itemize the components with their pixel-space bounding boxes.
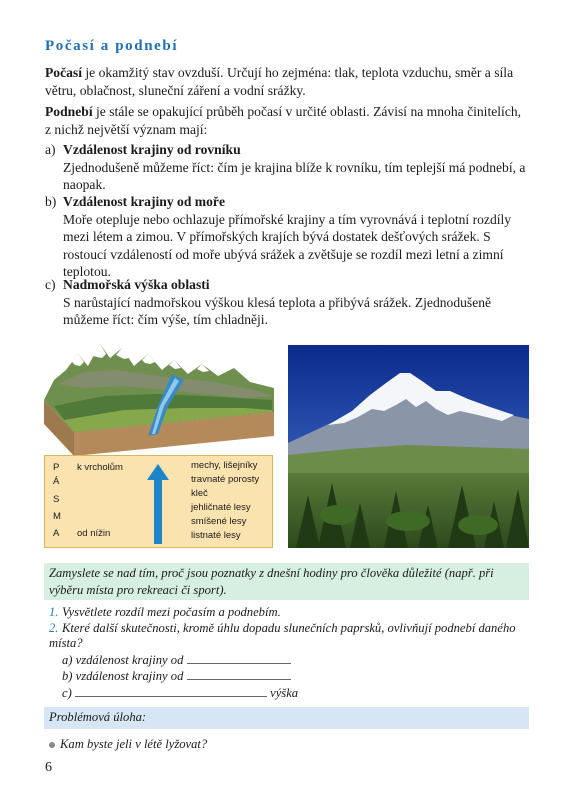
factor-title: Nadmořská výška oblasti [63,277,210,292]
factor-title: Vzdálenost krajiny od moře [63,194,225,209]
zone-label: travnaté porosty [191,474,260,485]
pasma-letter: Á [53,476,60,487]
blank-line[interactable] [75,685,267,697]
item-letter: b) [45,194,57,209]
from-lowlands-label: od nížin [77,528,111,539]
item-letter: a) [45,142,56,157]
problem-question-text: Kam byste jeli v létě lyžovat? [60,737,208,751]
bullet-icon [49,742,55,748]
answer-line-a [49,652,529,669]
problem-question [49,737,207,752]
upward-arrow-icon [147,464,169,544]
term-podnebi: Podnebí [45,104,93,119]
definition-pocasi: je okamžitý stav ovzduší. Určují ho zejména: tlak, teplota vzduchu, směr a síla větru, oblačnost, sluneční záření a vodní srážky. [45,65,514,98]
zone-label: mechy, lišejníky [191,460,258,471]
pasma-letter: S [53,494,60,505]
question-text: Vysvětlete rozdíl mezi počasím a podnebím. [62,605,281,619]
vegetation-zones-box [44,455,273,548]
factor-text: S narůstající nadmořskou výškou klesá teplota a přibývá srážek. Zjednodušeně můžeme říct: čím výše, tím chladněji. [63,294,492,327]
zone-label: kleč [191,488,208,499]
factor-text: Moře otepluje nebo ochlazuje přímořské krajiny a tím vyrovnává i teplotní rozdíly mezi létem a zimou. V přímořských krajích bývá dostatek dešťových srážek. S rostoucí vzdáleností od moře ubývá srážek a zvětšuje se rozdíl mezi letní a zimní teplotou. [63,211,512,279]
factor-text: Zjednodušeně můžeme říct: čím je krajina blíže k rovníku, tím teplejší má podnebí, a naopak. [63,159,526,192]
answer-prompt: a) vzdálenost krajiny od [62,652,184,667]
pasma-letter: A [53,528,60,539]
question-list [49,605,529,701]
answer-suffix: výška [270,685,299,700]
page-number: 6 [45,760,52,775]
factor-item-b [45,193,530,281]
term-pocasi: Počasí [45,65,82,80]
section-title: Počasí a podnebí [45,38,179,54]
factor-item-c [45,276,530,329]
question-number: 2. [49,620,59,635]
problem-title: Problémová úloha: [49,710,147,724]
question-number: 1. [49,605,59,619]
paragraph-pocasi [45,64,530,99]
answer-line-c [49,685,529,702]
paragraph-podnebi [45,103,530,138]
blank-line[interactable] [187,652,291,664]
factor-title: Vzdálenost krajiny od rovníku [63,142,241,157]
question-text: Které další skutečnosti, kromě úhlu dopadu slunečních paprsků, ovlivňují podnebí daného místa? [49,620,516,650]
reflection-text: Zamyslete se nad tím, proč jsou poznatky z dnešní hodiny pro člověka důležité (např. při výběru místa pro rekreaci či sport). [49,566,494,597]
to-peaks-label: k vrcholům [77,462,123,473]
answer-line-b [49,668,529,685]
item-letter: c) [45,277,56,292]
blank-line[interactable] [187,668,291,680]
zone-label: listnaté lesy [191,530,241,541]
list-item [49,621,529,702]
answer-prompt: b) vzdálenost krajiny od [62,669,184,683]
zone-label: jehličnaté lesy [191,502,251,513]
list-item [49,605,529,621]
factor-item-a [45,141,530,194]
answer-prompt: c) [62,685,72,700]
pasma-letter: P [53,462,60,473]
zone-label: smíšené lesy [191,516,247,527]
definition-podnebi: je stále se opakující průběh počasí v určité oblasti. Závisí na mnoha činitelích, z nichž největší význam mají: [45,104,522,137]
mountain-photo [288,345,529,548]
pasma-letter: M [53,511,61,522]
